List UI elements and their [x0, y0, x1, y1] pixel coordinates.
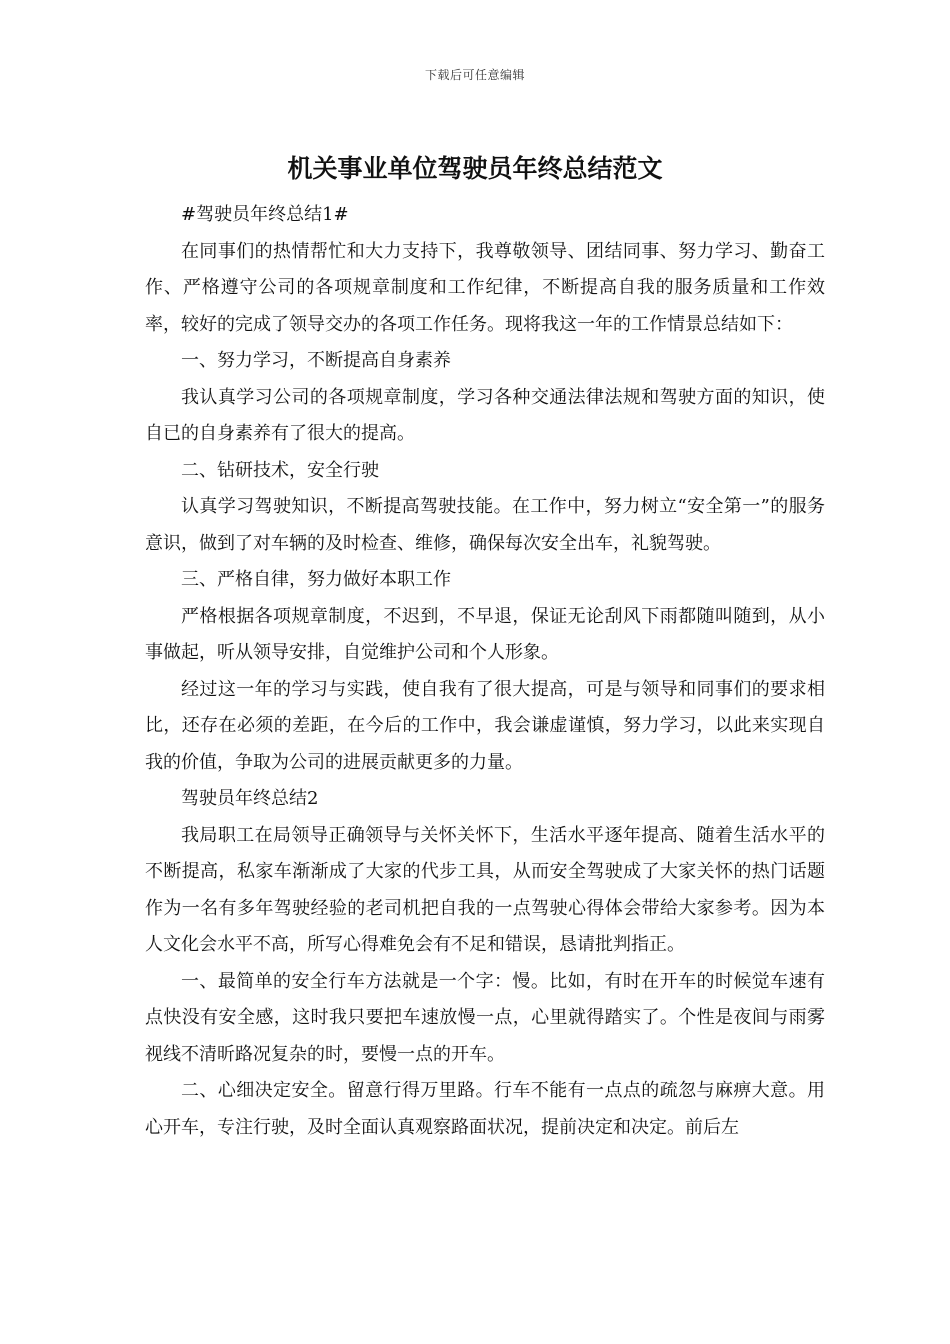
- subheading-discipline: 三、严格自律，努力做好本职工作: [181, 569, 451, 590]
- document-body: [145, 197, 825, 1146]
- paragraph-discipline: 严格根据各项规章制度，不迟到，不早退，保证无论刮风下雨都随叫随到，从小事做起，听从领导安排，自觉维护公司和个人形象。: [145, 605, 825, 663]
- paragraph-slow-driving: 一、最简单的安全行车方法就是一个字：慢。比如，有时在开车的时候觉车速有点快没有安全感，这时我只要把车速放慢一点，心里就得踏实了。个性是夜间与雨雾视线不清昕路况复杂的时，要慢一点的开车。: [145, 970, 825, 1065]
- subheading-skills: 二、钻研技术，安全行驶: [181, 459, 379, 481]
- section-heading-1: #驾驶员年终总结1#: [181, 204, 349, 225]
- paragraph-study: 我认真学习公司的各项规章制度，学习各种交通法律法规和驾驶方面的知识，使自已的自身素养有了很大的提高。: [145, 386, 825, 444]
- header-note: 下载后可任意编辑: [424, 68, 525, 82]
- paragraph-intro: 在同事们的热情帮忙和大力支持下，我尊敬领导、团结同事、努力学习、勤奋工作、严格遵守公司的各项规章制度和工作纪律，不断提高自我的服务质量和工作效率，较好的完成了领导交办的各项工作任务。现将我这一年的工作情景总结如下：: [145, 240, 825, 335]
- paragraph-careful-driving: 二、心细决定安全。留意行得万里路。行车不能有一点点的疏忽与麻痹大意。用心开车，专注行驶，及时全面认真观察路面状况，提前决定和决定。前后左: [145, 1080, 825, 1138]
- paragraph-conclusion: 经过这一年的学习与实践，使自我有了很大提高，可是与领导和同事们的要求相比，还存在必须的差距，在今后的工作中，我会谦虚谨慎，努力学习，以此来实现自我的价值，争取为公司的进展贡献更多的力量。: [145, 678, 825, 773]
- paragraph-skills: 认真学习驾驶知识，不断提高驾驶技能。在工作中，努力树立“安全第一”的服务意识，做到了对车辆的及时检查、维修，确保每次安全出车，礼貌驾驶。: [145, 496, 825, 554]
- section-heading-2: 驾驶员年终总结2: [181, 788, 319, 809]
- paragraph-intro-2: 我局职工在局领导正确领导与关怀关怀下，生活水平逐年提高、随着生活水平的不断提高，私家车渐渐成了大家的代步工具，从而安全驾驶成了大家关怀的热门话题作为一名有多年驾驶经验的老司机把自我的一点驾驶心得体会带给大家参考。因为本人文化会水平不高，所写心得难免会有不足和错误，恳请批判指正。: [145, 824, 825, 955]
- subheading-study: 一、努力学习，不断提高自身素养: [181, 350, 451, 371]
- document-title: 机关事业单位驾驶员年终总结范文: [287, 154, 663, 183]
